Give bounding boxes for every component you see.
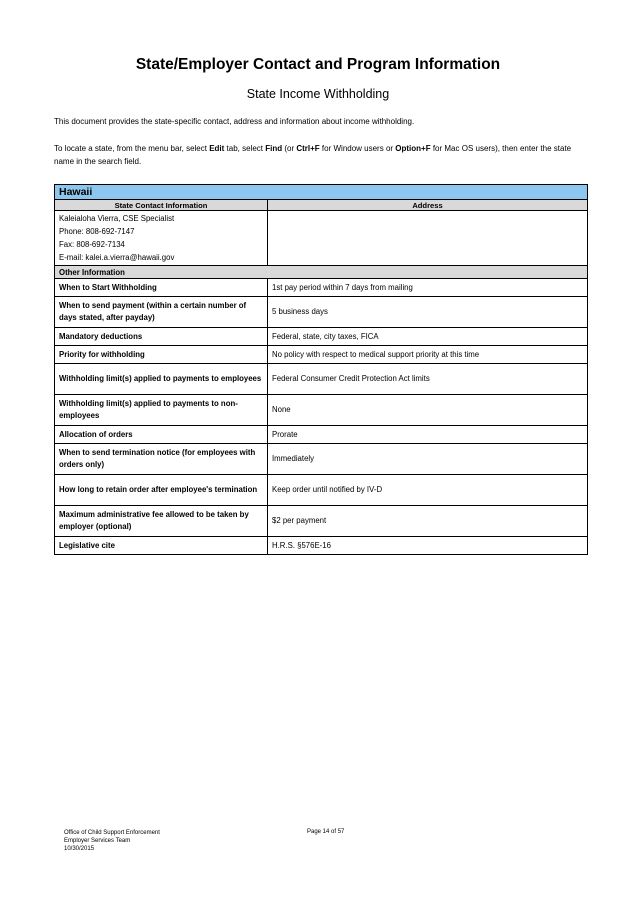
address-cell [268, 211, 588, 266]
page-subtitle: State Income Withholding [246, 87, 390, 101]
state-info-table [54, 184, 588, 555]
other-info-header: Other Information [55, 266, 588, 279]
footer-date: 10/30/2015 [64, 846, 95, 852]
row-answer: Prorate [268, 426, 588, 444]
row-answer: Federal Consumer Credit Protection Act limits [268, 364, 588, 395]
row-answer: 5 business days [268, 297, 588, 328]
row-answer: 1st pay period within 7 days from mailing [268, 279, 588, 297]
other-info-header-row [55, 266, 588, 279]
row-answer: None [268, 395, 588, 426]
contact-cell [55, 211, 268, 266]
instr-part: for Mac OS users), then enter the state name in the search field. [54, 144, 572, 166]
table-row [55, 328, 588, 346]
instructions-text [54, 142, 584, 168]
footer-team: Employer Services Team [64, 838, 131, 844]
row-question: Withholding limit(s) applied to payments to employees [55, 364, 268, 395]
instr-find: Find [265, 144, 283, 153]
page-number: Page 14 of 57 [307, 829, 345, 835]
row-question: How long to retain order after employee's termination [55, 475, 268, 506]
row-question: When to send termination notice (for employees with orders only) [55, 444, 268, 475]
address-header: Address [268, 200, 588, 211]
row-question: When to send payment (within a certain number of days stated, after payday) [55, 297, 268, 328]
instr-part: (or [282, 144, 297, 153]
table-row [55, 364, 588, 395]
table-row [55, 297, 588, 328]
instr-part: for Window users or [319, 144, 396, 153]
table-row [55, 444, 588, 475]
row-question: When to Start Withholding [55, 279, 268, 297]
table-row [55, 346, 588, 364]
table-row [55, 537, 588, 555]
table-row [55, 279, 588, 297]
row-question: Legislative cite [55, 537, 268, 555]
row-answer: $2 per payment [268, 506, 588, 537]
table-row [55, 475, 588, 506]
contact-fax: Fax: 808-692-7134 [59, 240, 125, 249]
row-question: Allocation of orders [55, 426, 268, 444]
column-header-row [55, 200, 588, 211]
contact-email: E-mail: kalei.a.vierra@hawaii.gov [59, 253, 175, 262]
instr-part: To locate a state, from the menu bar, select [54, 144, 210, 153]
intro-text: This document provides the state-specific contact, address and information about income withholding. [54, 117, 415, 126]
row-question: Priority for withholding [55, 346, 268, 364]
row-question: Mandatory deductions [55, 328, 268, 346]
page-title: State/Employer Contact and Program Information [135, 56, 501, 73]
contact-header: State Contact Information [55, 200, 268, 211]
row-answer: H.R.S. §576E-16 [268, 537, 588, 555]
footer-org: Office of Child Support Enforcement [64, 830, 160, 836]
table-row [55, 426, 588, 444]
instr-edit: Edit [209, 144, 225, 153]
state-name: Hawaii [55, 185, 588, 200]
contact-phone: Phone: 808-692-7147 [59, 227, 135, 236]
contact-row [55, 211, 588, 266]
row-question: Maximum administrative fee allowed to be taken by employer (optional) [55, 506, 268, 537]
row-answer: Immediately [268, 444, 588, 475]
state-header-row [55, 185, 588, 200]
instr-optf: Option+F [395, 144, 431, 153]
row-question: Withholding limit(s) applied to payments to non-employees [55, 395, 268, 426]
contact-name: Kaleialoha Vierra, CSE Specialist [59, 214, 175, 223]
footer-left [64, 829, 160, 853]
instr-ctrlf: Ctrl+F [296, 144, 320, 153]
table-row [55, 506, 588, 537]
row-answer: Keep order until notified by IV-D [268, 475, 588, 506]
row-answer: No policy with respect to medical support priority at this time [268, 346, 588, 364]
row-answer: Federal, state, city taxes, FICA [268, 328, 588, 346]
instr-part: tab, select [224, 144, 266, 153]
table-row [55, 395, 588, 426]
